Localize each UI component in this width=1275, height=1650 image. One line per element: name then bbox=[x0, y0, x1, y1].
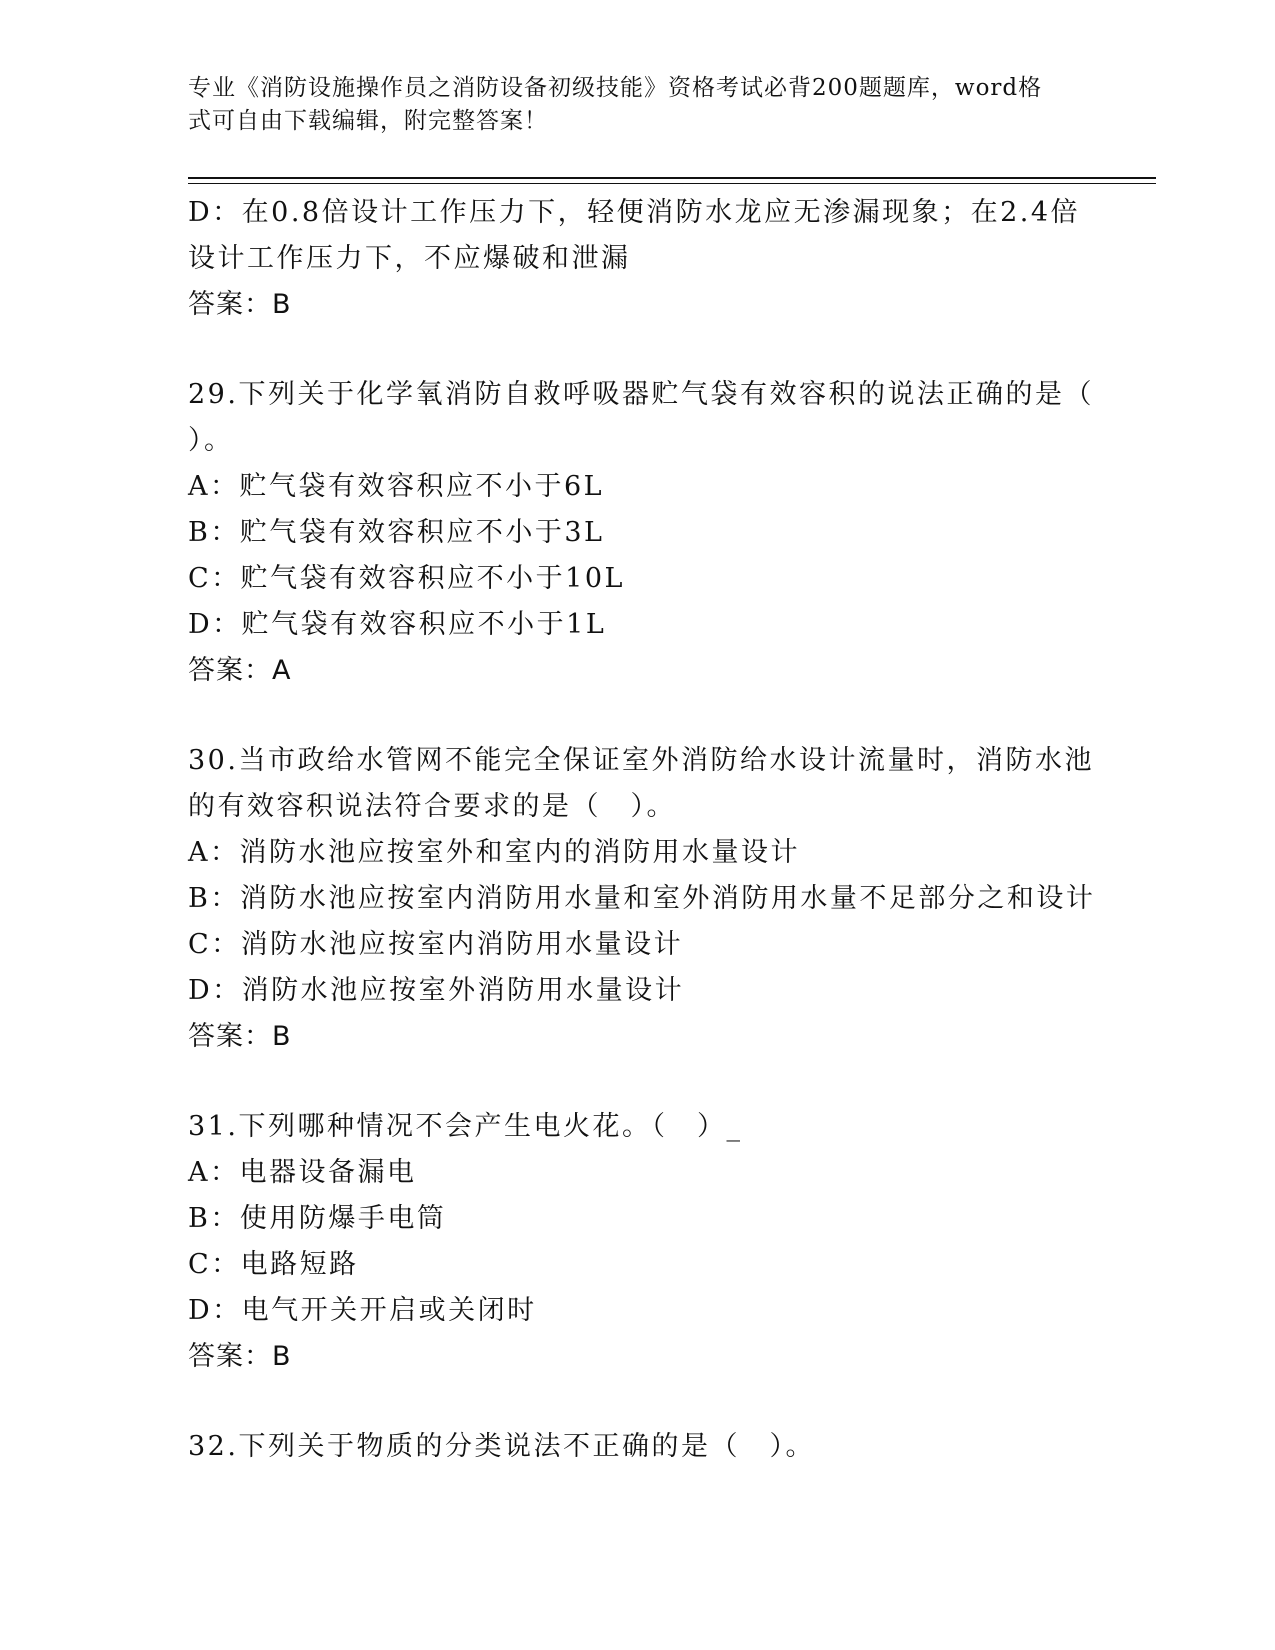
answer-line: 答案：B bbox=[188, 1341, 292, 1372]
option-b: B：使用防爆手电筒 bbox=[188, 1203, 447, 1234]
header-divider-thick bbox=[188, 177, 1156, 179]
option-a: A：贮气袋有效容积应不小于6L bbox=[188, 471, 605, 502]
question-stem-line-1: 32.下列关于物质的分类说法不正确的是（ ）。 bbox=[188, 1431, 815, 1462]
question-stem-line-1: 30.当市政给水管网不能完全保证室外消防给水设计流量时，消防水池 bbox=[188, 745, 1094, 776]
question-31 bbox=[188, 1104, 1088, 1380]
question-30 bbox=[188, 738, 1096, 1060]
answer-line: 答案：B bbox=[188, 289, 292, 320]
option-b: B：消防水池应按室内消防用水量和室外消防用水量不足部分之和设计 bbox=[188, 883, 1096, 914]
option-d: D：电气开关开启或关闭时 bbox=[188, 1295, 537, 1326]
option-c: C：消防水池应按室内消防用水量设计 bbox=[188, 929, 684, 960]
question-stem-line-1: 31.下列哪种情况不会产生电火花。（ ）_ bbox=[188, 1111, 743, 1142]
spacer bbox=[188, 1060, 1088, 1104]
answer-line: 答案：A bbox=[188, 655, 292, 686]
option-a: A：电器设备漏电 bbox=[188, 1157, 417, 1188]
question-stem-line-1: 29.下列关于化学氧消防自救呼吸器贮气袋有效容积的说法正确的是（ bbox=[188, 379, 1094, 410]
header-title-line-1: 专业《消防设施操作员之消防设备初级技能》资格考试必背200题题库，word格 bbox=[188, 75, 1043, 101]
option-a: A：消防水池应按室外和室内的消防用水量设计 bbox=[188, 837, 800, 868]
option-d-line-1: D：在0.8倍设计工作压力下，轻便消防水龙应无渗漏现象；在2.4倍 bbox=[188, 197, 1081, 228]
option-d-line-2: 设计工作压力下，不应爆破和泄漏 bbox=[188, 243, 631, 274]
question-29 bbox=[188, 372, 1094, 694]
question-32 bbox=[188, 1424, 1088, 1470]
option-b: B：贮气袋有效容积应不小于3L bbox=[188, 517, 605, 548]
spacer bbox=[188, 1380, 1088, 1424]
spacer bbox=[188, 328, 1088, 372]
spacer bbox=[188, 694, 1088, 738]
option-d: D：贮气袋有效容积应不小于1L bbox=[188, 609, 607, 640]
question-stem-line-2: 的有效容积说法符合要求的是（ ）。 bbox=[188, 791, 676, 822]
option-d: D：消防水池应按室外消防用水量设计 bbox=[188, 975, 685, 1006]
page-header bbox=[188, 72, 1068, 138]
header-divider-thin bbox=[188, 183, 1156, 184]
question-28-tail bbox=[188, 190, 1088, 328]
question-stem-line-2: ）。 bbox=[188, 425, 234, 456]
option-c: C：贮气袋有效容积应不小于10L bbox=[188, 563, 625, 594]
answer-line: 答案：B bbox=[188, 1021, 292, 1052]
question-content bbox=[188, 190, 1096, 1470]
header-title-line-2: 式可自由下载编辑，附完整答案！ bbox=[188, 108, 548, 134]
option-c: C：电路短路 bbox=[188, 1249, 359, 1280]
